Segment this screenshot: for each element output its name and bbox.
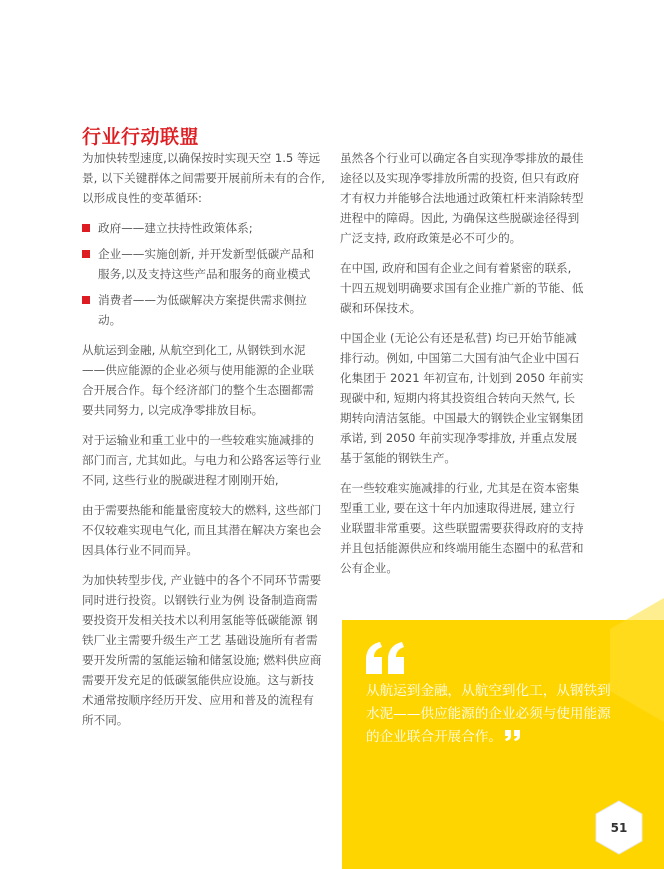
pull-quote-text: 从航运到金融，从航空到化工，从钢铁到水泥——供应能源的企业必须与使用能源的企业联合开展合作。 xyxy=(366,683,611,745)
open-quote-icon xyxy=(364,640,408,676)
body-paragraph: 对于运输业和重工业中的一些较难实施减排的部门而言, 尤其如此。与电力和公路客运等行业不同, 这些行业的脱碳进程才刚刚开始, xyxy=(82,433,322,487)
pull-quote xyxy=(366,680,616,749)
close-quote-icon xyxy=(505,730,521,741)
left-column xyxy=(82,148,325,740)
body-paragraph: 中国企业 (无论公有还是私营) 均已开始节能减排行动。例如, 中国第二大国有油气企业中国石化集团于 2021 年初宣布, 计划到 2050 年前实现碳中和, 短期内将其投资组合转向天然气, 长期转向清洁氢能。中国最大的钢铁企业宝钢集团承诺, 到 2050 年前实现净零排放, 并重点发展基于氢能的钢铁生产。 xyxy=(340,331,584,465)
body-paragraph: 虽然各个行业可以确定各自实现净零排放的最佳途径以及实现净零排放所需的投资, 但只有政府才有权力并能够合法地通过政策杠杆来消除转型进程中的障碍。因此, 为确保这些脱碳途径得到广泛支持, 政府政策是必不可少的。 xyxy=(340,151,584,245)
list-item: 企业——实施创新, 并开发新型低碳产品和服务,以及支持这些产品和服务的商业模式 xyxy=(82,244,325,284)
right-column xyxy=(340,148,586,588)
body-paragraph: 在一些较难实施减排的行业, 尤其是在资本密集型重工业, 要在这十年内加速取得进展, 建立行业联盟非常重要。这些联盟需要获得政府的支持并且包括能源供应和终端用能生态圈中的私营和公有企业。 xyxy=(340,481,584,575)
body-paragraph: 由于需要热能和能量密度较大的燃料, 这些部门不仅较难实现电气化, 而且其潜在解决方案也会因具体行业不同而异。 xyxy=(82,503,322,557)
page-number: 51 xyxy=(610,820,628,835)
bullet-square-icon xyxy=(82,224,90,232)
list-item: 消费者——为低碳解决方案提供需求侧拉动。 xyxy=(82,290,325,330)
list-item: 政府——建立扶持性政策体系; xyxy=(82,218,325,238)
bullet-square-icon xyxy=(82,250,90,258)
intro-paragraph: 为加快转型速度,以确保按时实现天空 1.5 等远景, 以下关键群体之间需要开展前所未有的合作, 以形成良性的变革循环: xyxy=(82,151,325,205)
stakeholder-list xyxy=(82,218,325,330)
body-paragraph: 在中国, 政府和国有企业之间有着紧密的联系, 十四五规划明确要求国有企业推广新的节能、低碳和环保技术。 xyxy=(340,261,584,315)
body-paragraph: 为加快转型步伐, 产业链中的各个不同环节需要同时进行投资。以钢铁行业为例 设备制造商需要投资开发相关技术以利用氢能等低碳能源 钢铁厂业主需要升级生产工艺 基础设施所有者需要开发所需的氢能运输和储氢设施; 燃料供应商需要开发充足的低碳氢能供应设施。这与新技术通常按顺序经历开发、应用和普及的流程有所不同。 xyxy=(82,573,322,727)
page-title: 行业行动联盟 xyxy=(82,126,200,148)
bullet-square-icon xyxy=(82,296,90,304)
body-paragraph: 从航运到金融, 从航空到化工, 从钢铁到水泥——供应能源的企业必须与使用能源的企业联合开展合作。每个经济部门的整个生态圈都需要共同努力, 以完成净零排放目标。 xyxy=(82,343,314,417)
